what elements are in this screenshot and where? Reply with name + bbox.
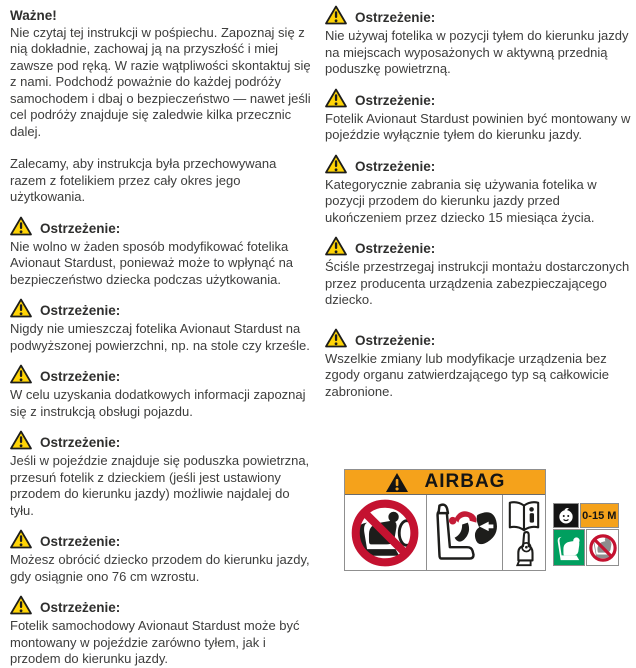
baby-face-cell bbox=[553, 503, 579, 528]
warning-block bbox=[325, 88, 632, 144]
warning-triangle-icon bbox=[10, 216, 32, 236]
airbag-panel-deployment bbox=[426, 495, 502, 570]
warning-triangle-icon bbox=[385, 472, 409, 493]
right-column bbox=[325, 5, 632, 400]
warning-triangle-icon bbox=[325, 88, 347, 108]
warning-text: Wszelkie zmiany lub modyfikacje urządzenia bez zgody organu zatwierdzającego typ są całkowicie zabronione. bbox=[325, 350, 609, 399]
warning-title: Ostrzeżenie: bbox=[355, 10, 436, 25]
age-range-label bbox=[553, 503, 619, 567]
warning-triangle-icon bbox=[10, 298, 32, 318]
rear-facing-approved-icon bbox=[556, 533, 582, 563]
no-rear-facing-seat-airbag-icon bbox=[350, 498, 422, 568]
warning-title: Ostrzeżenie: bbox=[40, 435, 121, 450]
warning-triangle-icon bbox=[325, 154, 347, 174]
warning-title: Ostrzeżenie: bbox=[40, 220, 121, 236]
warning-header bbox=[10, 595, 313, 615]
warning-header bbox=[10, 529, 313, 549]
warning-block bbox=[325, 328, 632, 401]
warning-triangle-icon bbox=[10, 595, 32, 615]
warning-block bbox=[10, 364, 313, 420]
read-manual-icon bbox=[506, 498, 542, 568]
airbag-title: AIRBAG bbox=[424, 471, 506, 492]
warning-block bbox=[325, 236, 632, 309]
rear-facing-approved-cell bbox=[553, 529, 585, 566]
forward-facing-prohibited-icon bbox=[589, 533, 617, 563]
airbag-label-header bbox=[345, 470, 545, 495]
warning-header bbox=[10, 430, 313, 450]
warning-title: Ostrzeżenie: bbox=[355, 92, 436, 108]
warning-header bbox=[325, 236, 632, 256]
airbag-label-panels bbox=[345, 495, 545, 570]
warning-block bbox=[10, 529, 313, 585]
warning-title: Ostrzeżenie: bbox=[40, 600, 121, 615]
warning-header bbox=[10, 364, 313, 384]
warning-text: Jeśli w pojeździe znajduje się poduszka powietrzna, przesuń fotelik z dzieckiem (jeśli jest ustawiony przodem do kierunku jazdy) możliwie najdalej do tyłu. bbox=[10, 453, 310, 518]
warning-block bbox=[325, 5, 632, 78]
warning-triangle-icon bbox=[325, 328, 347, 348]
warning-header bbox=[10, 216, 313, 236]
airbag-panel-manual bbox=[502, 495, 545, 570]
warning-text: Ściśle przestrzegaj instrukcji montażu dostarczonych przez producenta urządzenia zabezpieczającego dziecko. bbox=[325, 259, 630, 307]
warning-triangle-icon bbox=[325, 5, 347, 25]
age-label-top-row bbox=[553, 503, 619, 528]
warning-title: Ostrzeżenie: bbox=[355, 241, 436, 256]
warning-header bbox=[325, 154, 632, 174]
warning-title: Ostrzeżenie: bbox=[40, 369, 121, 384]
warning-title: Ostrzeżenie: bbox=[40, 534, 121, 549]
left-column bbox=[10, 8, 313, 668]
warning-text: Nie używaj fotelika w pozycji tyłem do kierunku jazdy na miejscach wyposażonych w aktywną przednią poduszkę powietrzną. bbox=[325, 28, 629, 76]
warning-text: W celu uzyskania dodatkowych informacji zapoznaj się z instrukcją obsługi pojazdu. bbox=[10, 387, 306, 419]
airbag-deployment-icon bbox=[430, 498, 500, 568]
warning-title: Ostrzeżenie: bbox=[355, 158, 436, 174]
warning-text: Fotelik Avionaut Stardust powinien być montowany w pojeździe wyłącznie tyłem do kierunku jazdy. bbox=[325, 110, 631, 142]
note-paragraph: Zalecamy, aby instrukcja była przechowywana razem z fotelikiem przez cały okres jego użytkowania. bbox=[10, 156, 277, 204]
warning-header bbox=[325, 88, 632, 108]
warning-header bbox=[325, 328, 632, 348]
warning-triangle-icon bbox=[325, 236, 347, 256]
warning-block bbox=[10, 216, 313, 289]
warning-text: Możesz obrócić dziecko przodem do kierunku jazdy, gdy osiągnie ono 76 cm wzrostu. bbox=[10, 552, 310, 584]
warning-title: Ostrzeżenie: bbox=[355, 332, 436, 348]
warning-block bbox=[10, 430, 313, 519]
warning-block bbox=[10, 595, 313, 668]
warning-text: Nigdy nie umieszczaj fotelika Avionaut Stardust na podwyższonej powierzchni, np. na stole czy krześle. bbox=[10, 321, 310, 353]
forward-facing-prohibited-cell bbox=[586, 529, 619, 566]
warning-header bbox=[325, 5, 632, 25]
baby-face-icon bbox=[556, 506, 576, 526]
airbag-panel-prohibition bbox=[345, 495, 426, 570]
warning-block bbox=[325, 154, 632, 227]
warning-text: Fotelik samochodowy Avionaut Stardust może być montowany w pojeździe zarówno tyłem, jak i przodem do kierunku jazdy. bbox=[10, 618, 300, 666]
warning-header bbox=[10, 298, 313, 318]
warning-title: Ostrzeżenie: bbox=[40, 303, 121, 318]
warning-text: Kategorycznie zabrania się używania fotelika w pozycji przodem do kierunku jazdy przed ukończeniem przez dziecko 15 miesiąca życia. bbox=[325, 176, 597, 225]
age-range-badge: 0-15 M bbox=[580, 503, 619, 528]
intro-paragraph: Nie czytaj tej instrukcji w pośpiechu. Zapoznaj się z nią dokładnie, zachowaj ją na przyszłość i miej zawsze pod ręką. W razie wątpliwości skontaktuj się z nami. Podchodź poważnie do każdej podróży samochodem i dbaj o bezpieczeństwo — nawet jeśli cel podróży znajduje się zaledwie kilka przecznic dalej. bbox=[10, 24, 311, 139]
warning-text: Nie wolno w żaden sposób modyfikować fotelika Avionaut Stardust, ponieważ może to wpłynąć na bezpieczeństwo dziecka podczas użytkowania. bbox=[10, 238, 294, 287]
age-label-bottom-row bbox=[553, 528, 619, 566]
warning-triangle-icon bbox=[10, 364, 32, 384]
warning-triangle-icon bbox=[10, 430, 32, 450]
airbag-warning-label bbox=[344, 469, 546, 571]
warning-block bbox=[10, 298, 313, 354]
page-title: Ważne! bbox=[10, 8, 57, 23]
warning-triangle-icon bbox=[10, 529, 32, 549]
